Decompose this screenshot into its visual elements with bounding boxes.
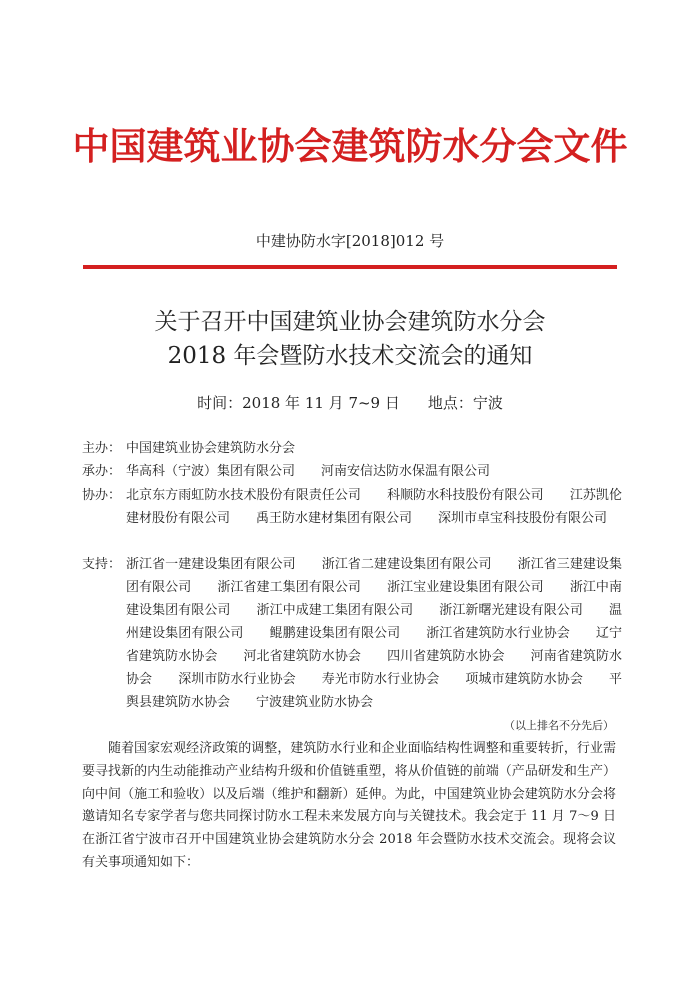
document-number: 中建协防水字[2018]012 号 [255,232,445,250]
meeting-time: 时间：2018 年 11 月 7~9 日 [197,394,400,412]
organizer-host [82,437,622,460]
body-paragraph: 随着国家宏观经济政策的调整，建筑防水行业和企业面临结构性调整和重要转折，行业需要寻找新的内生动能推动产业结构升级和价值链重塑，将从价值链的前端（产品研发和生产）向中间（施工和验收）以及后端（维护和翻新）延伸。为此，中国建筑业协会建筑防水分会将邀请知名专家学者与您共同探讨防水工程未来发展方向与关键技术。我会定于 11 月 7～9 日在浙江省宁波市召开中国建筑业协会建筑防水分会 2018 年会暨防水技术交流会。现将会议有关事项通知如下： [82,741,616,870]
notice-title-line-1: 关于召开中国建筑业协会建筑防水分会 [154,309,546,335]
organizer-label: 支持： [82,557,122,572]
ranking-note: （以上排名不分先后） [504,719,614,732]
organizer-supporters [82,553,622,714]
red-divider [83,265,617,269]
notice-title [0,305,700,373]
organizer-text: 华高科（宁波）集团有限公司 河南安信达防水保温有限公司 [126,464,491,479]
organizer-co-host [82,484,622,530]
organizer-label: 承办： [82,464,122,479]
organizer-text: 浙江省一建建设集团有限公司 浙江省二建建设集团有限公司 浙江省三建建设集团有限公司 浙江省建工集团有限公司 浙江宝业建设集团有限公司 浙江中南建设集团有限公司 浙江中成建工集团有限公司 浙江新曙光建设有限公司 温州建设集团有限公司 鲲鹏建设集团有限公司 浙江省建筑防水行业协会 辽宁省建筑防水协会 河北省建筑防水协会 四川省建筑防水协会 河南省建筑防水协会 深圳市防水行业协会 寿光市防水行业协会 项城市建筑防水协会 平舆县建筑防水协会 宁波建筑业防水协会 [126,557,622,710]
organizer-text: 北京东方雨虹防水技术股份有限责任公司 科顺防水科技股份有限公司 江苏凯伦建材股份有限公司 禹王防水建材集团有限公司 深圳市卓宝科技股份有限公司 [126,488,622,526]
masthead-title: 中国建筑业协会建筑防水分会文件 [72,124,628,168]
organizer-label: 协办： [82,488,122,503]
notice-title-line-2: 2018 年会暨防水技术交流会的通知 [167,343,533,369]
meeting-place: 地点：宁波 [427,394,503,412]
organizer-label: 主办： [82,441,122,456]
meeting-meta [0,393,700,413]
organizer-undertaker [82,460,622,483]
organizer-text: 中国建筑业协会建筑防水分会 [126,441,296,456]
